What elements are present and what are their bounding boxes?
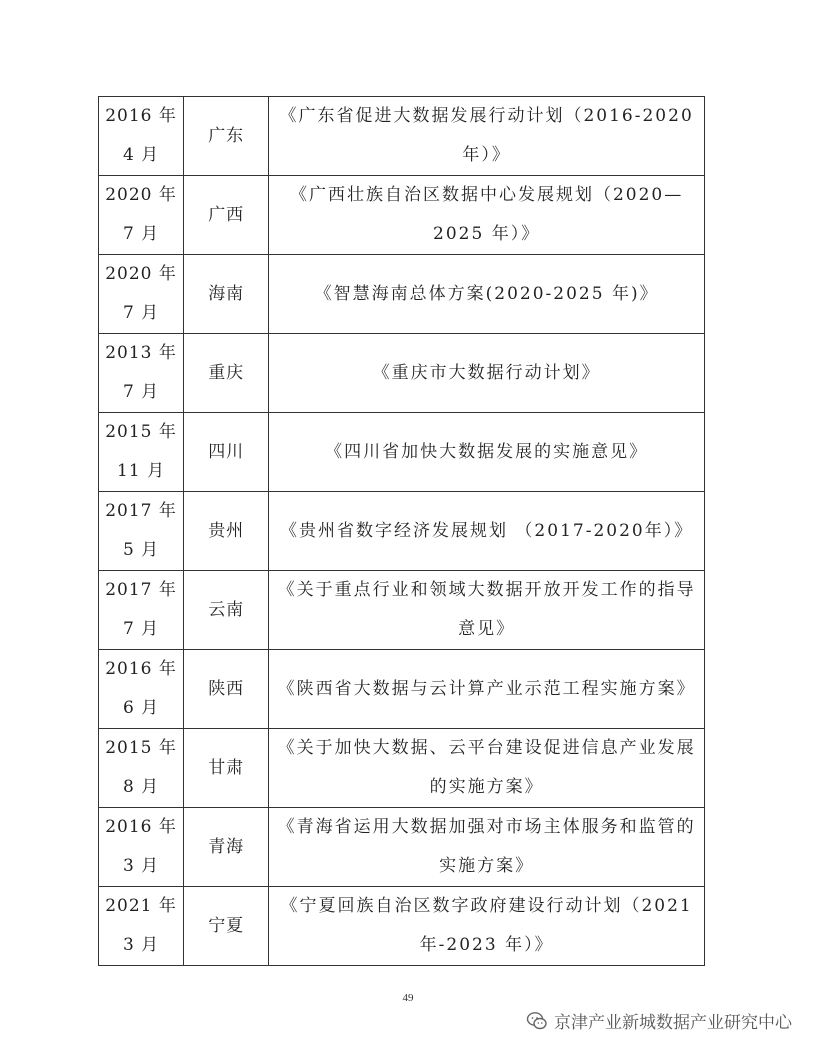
date-cell: [99, 571, 184, 650]
month-text: 8 月: [122, 777, 160, 797]
date-cell: [99, 492, 184, 571]
date-cell: [99, 650, 184, 729]
region-cell: 宁夏: [184, 887, 269, 966]
date-cell: [99, 334, 184, 413]
region-cell: 广西: [184, 176, 269, 255]
month-text: 3 月: [122, 856, 160, 876]
date-cell: [99, 729, 184, 808]
year-text: 2017 年: [105, 580, 177, 600]
document-cell: 《宁夏回族自治区数字政府建设行动计划（2021年-2023 年）》: [269, 887, 705, 966]
document-cell: 《智慧海南总体方案(2020-2025 年)》: [269, 255, 705, 334]
region-cell: 陕西: [184, 650, 269, 729]
watermark-text: 京津产业新城数据产业研究中心: [554, 1013, 792, 1033]
table-row: [99, 413, 705, 492]
document-cell: 《四川省加快大数据发展的实施意见》: [269, 413, 705, 492]
table-row: [99, 255, 705, 334]
year-text: 2020 年: [105, 185, 177, 205]
month-text: 6 月: [122, 698, 160, 718]
date-cell: [99, 808, 184, 887]
table-row: [99, 887, 705, 966]
table-row: [99, 729, 705, 808]
month-text: 7 月: [122, 224, 160, 244]
year-text: 2013 年: [105, 343, 177, 363]
table-row: [99, 650, 705, 729]
date-cell: [99, 176, 184, 255]
month-text: 11 月: [117, 461, 166, 481]
year-text: 2016 年: [105, 817, 177, 837]
document-cell: 《广西壮族自治区数据中心发展规划（2020—2025 年）》: [269, 176, 705, 255]
month-text: 7 月: [122, 382, 160, 402]
document-cell: 《关于加快大数据、云平台建设促进信息产业发展的实施方案》: [269, 729, 705, 808]
date-cell: [99, 255, 184, 334]
wechat-icon: [526, 1010, 548, 1032]
year-text: 2016 年: [105, 106, 177, 126]
date-cell: [99, 413, 184, 492]
page-number: 49: [402, 992, 414, 1004]
document-cell: 《贵州省数字经济发展规划 （2017-2020年）》: [269, 492, 705, 571]
region-cell: 甘肃: [184, 729, 269, 808]
region-cell: 贵州: [184, 492, 269, 571]
month-text: 4 月: [122, 145, 160, 165]
region-cell: 重庆: [184, 334, 269, 413]
year-text: 2020 年: [105, 264, 177, 284]
month-text: 3 月: [122, 935, 160, 955]
table-row: [99, 808, 705, 887]
region-cell: 广东: [184, 97, 269, 176]
year-text: 2015 年: [105, 738, 177, 758]
document-cell: 《关于重点行业和领域大数据开放开发工作的指导意见》: [269, 571, 705, 650]
document-cell: 《陕西省大数据与云计算产业示范工程实施方案》: [269, 650, 705, 729]
wechat-watermark: [526, 1008, 792, 1033]
year-text: 2017 年: [105, 501, 177, 521]
table-row: [99, 334, 705, 413]
date-cell: [99, 97, 184, 176]
month-text: 7 月: [122, 619, 160, 639]
table-row: [99, 492, 705, 571]
policy-table: [98, 96, 705, 966]
month-text: 7 月: [122, 303, 160, 323]
year-text: 2021 年: [105, 896, 177, 916]
month-text: 5 月: [122, 540, 160, 560]
region-cell: 四川: [184, 413, 269, 492]
table-row: [99, 176, 705, 255]
region-cell: 海南: [184, 255, 269, 334]
date-cell: [99, 887, 184, 966]
table-row: [99, 97, 705, 176]
year-text: 2015 年: [105, 422, 177, 442]
document-cell: 《重庆市大数据行动计划》: [269, 334, 705, 413]
year-text: 2016 年: [105, 659, 177, 679]
table-row: [99, 571, 705, 650]
document-cell: 《青海省运用大数据加强对市场主体服务和监管的实施方案》: [269, 808, 705, 887]
region-cell: 云南: [184, 571, 269, 650]
document-cell: 《广东省促进大数据发展行动计划（2016-2020年）》: [269, 97, 705, 176]
region-cell: 青海: [184, 808, 269, 887]
